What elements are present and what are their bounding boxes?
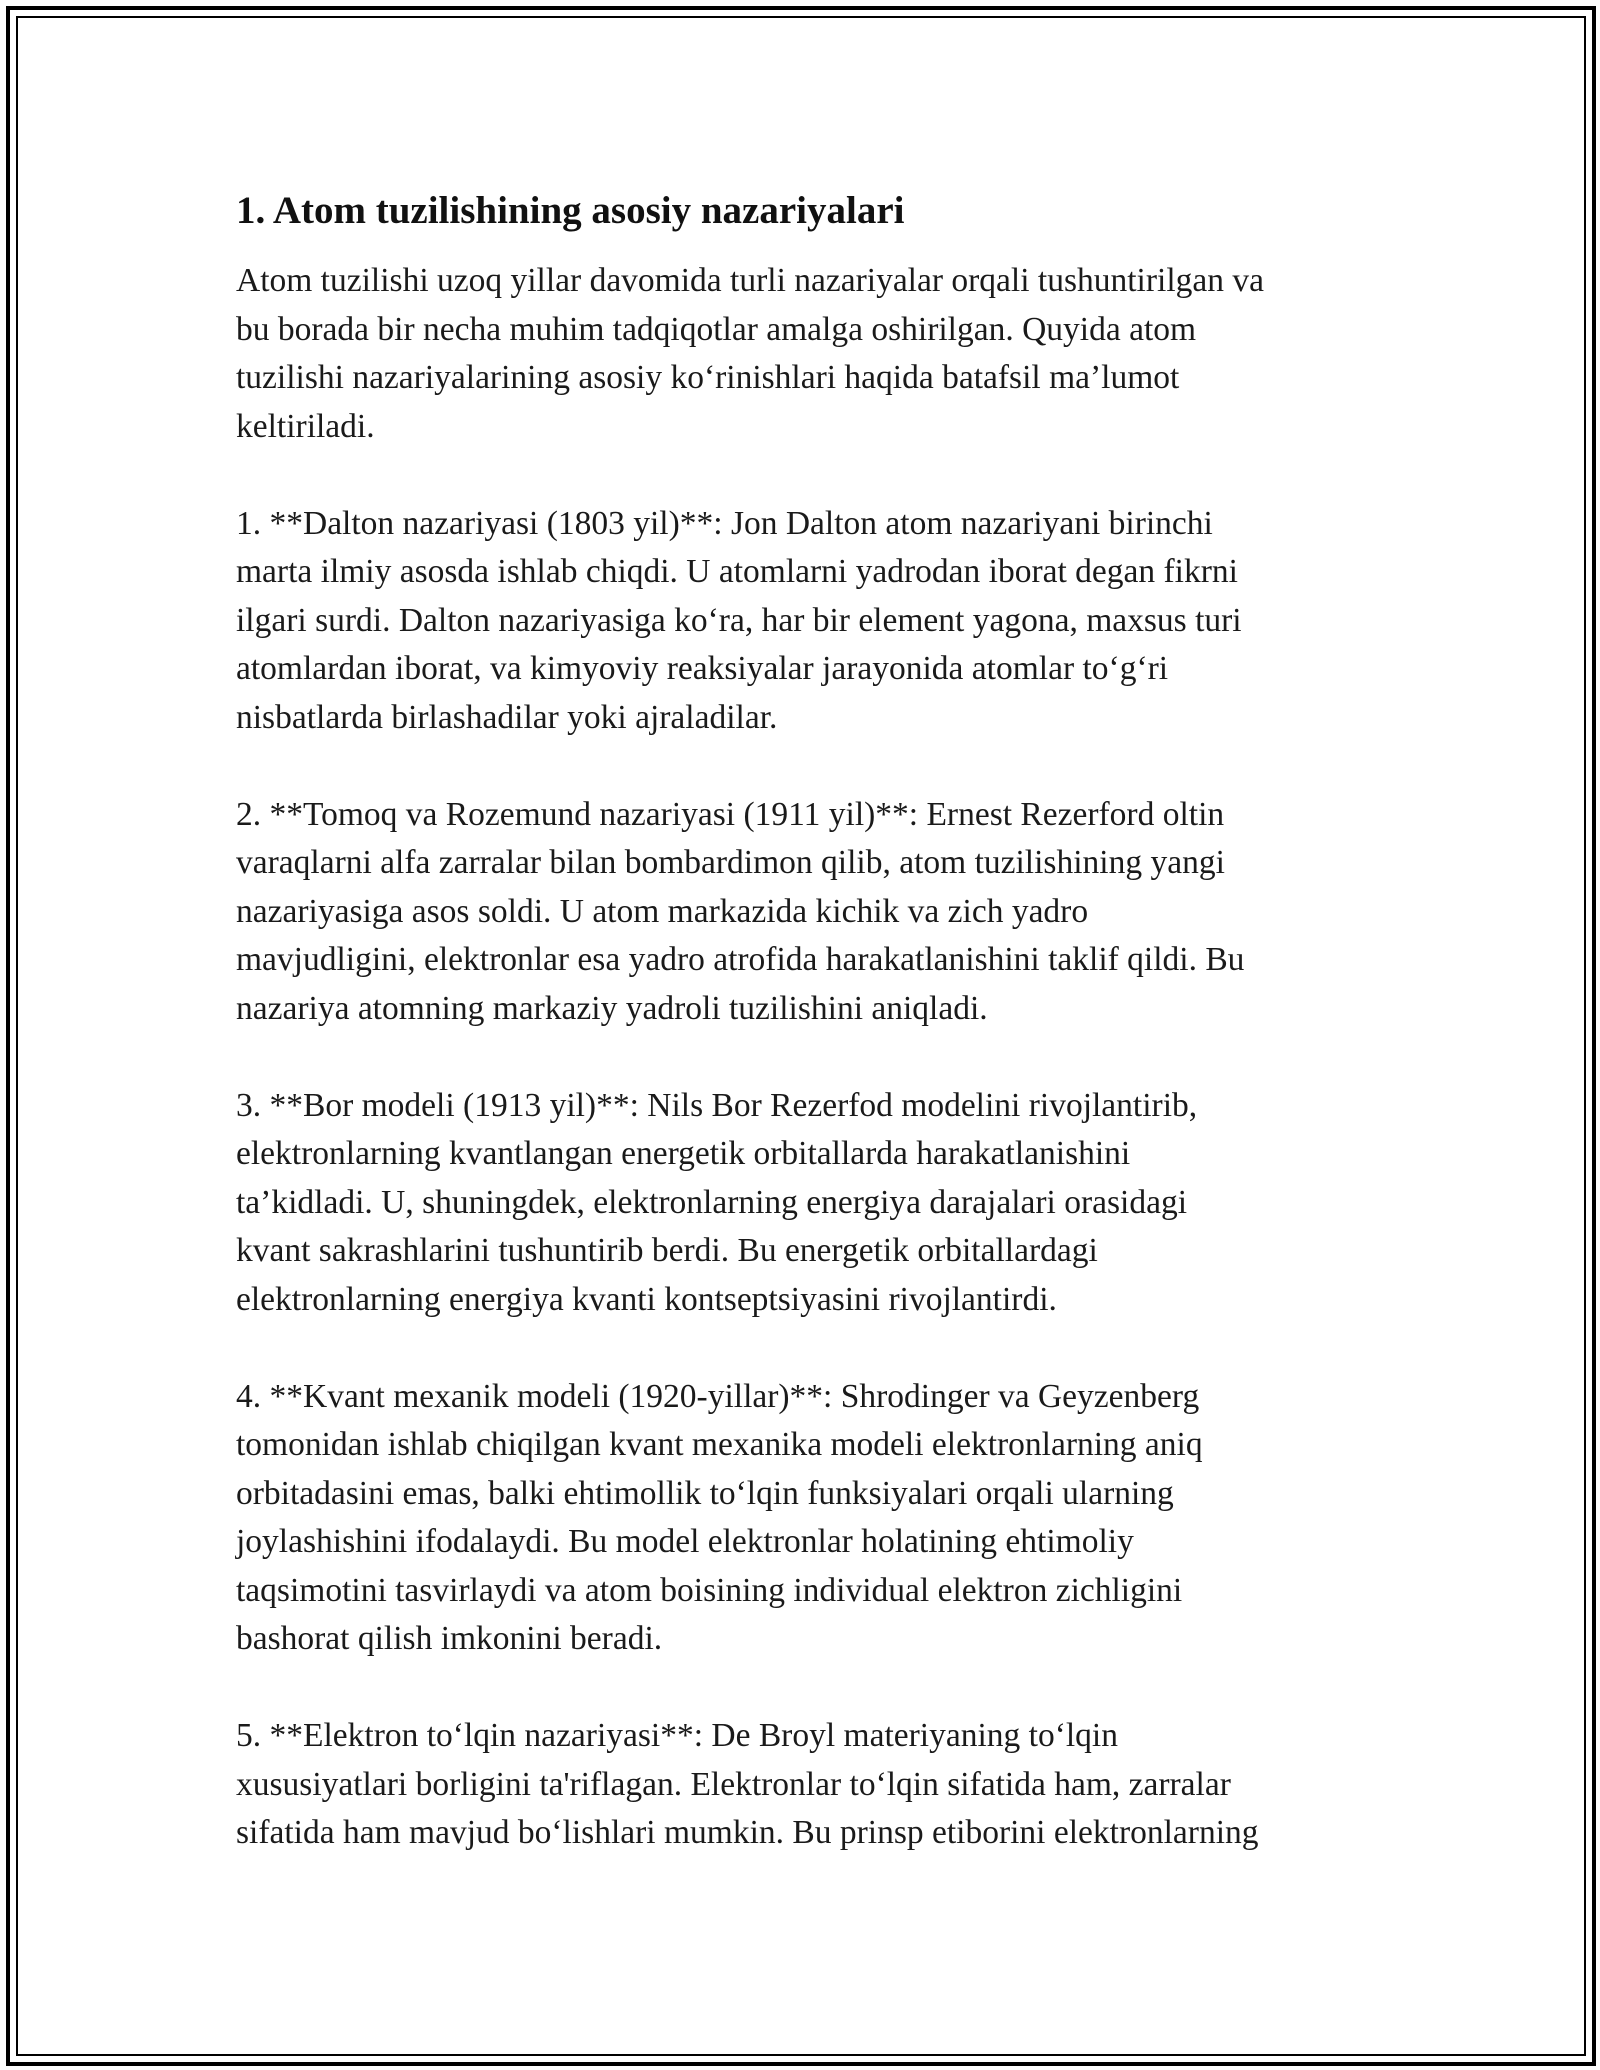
section-title: 1. Atom tuzilishining asosiy nazariyalari bbox=[236, 189, 905, 232]
electron-wave-theory-paragraph: 5. **Elektron to‘lqin nazariyasi**: De Broyl materiyaning to‘lqin xususiyatlari borligini ta'riflagan. Elektronlar to‘lqin sifatida ham, zarralar sifatida ham mavjud bo‘lishlari mumkin. Bu prinsp etiborini elektronlarning bbox=[236, 1717, 1259, 1851]
bohr-model-paragraph: 3. **Bor modeli (1913 yil)**: Nils Bor Rezerfod modelini rivojlantirib, elektronlarning kvantlangan energetik orbitallarda harakatlanishini ta’kidladi. U, shuningdek, elektronlarning energiya darajalari orasidagi kvant sakrashlarini tushuntirib berdi. Bu energetik orbitallardagi elektronlarning energiya kvanti kontseptsiyasini rivojlantirdi. bbox=[236, 1086, 1198, 1318]
quantum-mechanical-model-paragraph: 4. **Kvant mexanik modeli (1920-yillar)**: Shrodinger va Geyzenberg tomonidan ishlab chiqilgan kvant mexanika modeli elektronlarning aniq orbitadasini emas, balki ehtimollik to‘lqin funksiyalari orqali ularning joylashishini ifodalaydi. Bu model elektronlar holatining ehtimoliy taqsimotini tasvirlaydi va atom boisining individual elektron zichligini bashorat qilish imkonini beradi. bbox=[236, 1377, 1203, 1657]
dalton-theory-paragraph: 1. **Dalton nazariyasi (1803 yil)**: Jon Dalton atom nazariyani birinchi marta ilmiy asosda ishlab chiqdi. U atomlarni yadrodan iborat degan fikrni ilgari surdi. Dalton nazariyasiga ko‘ra, har bir element yagona, maxsus turi atomlardan iborat, va kimyoviy reaksiyalar jarayonida atomlar to‘g‘ri nisbatlarda birlashadilar yoki ajraladilar. bbox=[236, 504, 1242, 736]
rutherford-theory-paragraph: 2. **Tomoq va Rozemund nazariyasi (1911 yil)**: Ernest Rezerford oltin varaqlarni alfa zarralar bilan bombardimon qilib, atom tuzilishining yangi nazariyasiga asos soldi. U atom markazida kichik va zich yadro mavjudligini, elektronlar esa yadro atrofida harakatlanishini taklif qildi. Bu nazariya atomning markaziy yadroli tuzilishini aniqladi. bbox=[236, 795, 1245, 1027]
intro-paragraph: Atom tuzilishi uzoq yillar davomida turli nazariyalar orqali tushuntirilgan va bu borada bir necha muhim tadqiqotlar amalga oshirilgan. Quyida atom tuzilishi nazariyalarining asosiy ko‘rinishlari haqida batafsil ma’lumot keltiriladi. bbox=[236, 262, 1264, 445]
document-body bbox=[236, 185, 1386, 1858]
